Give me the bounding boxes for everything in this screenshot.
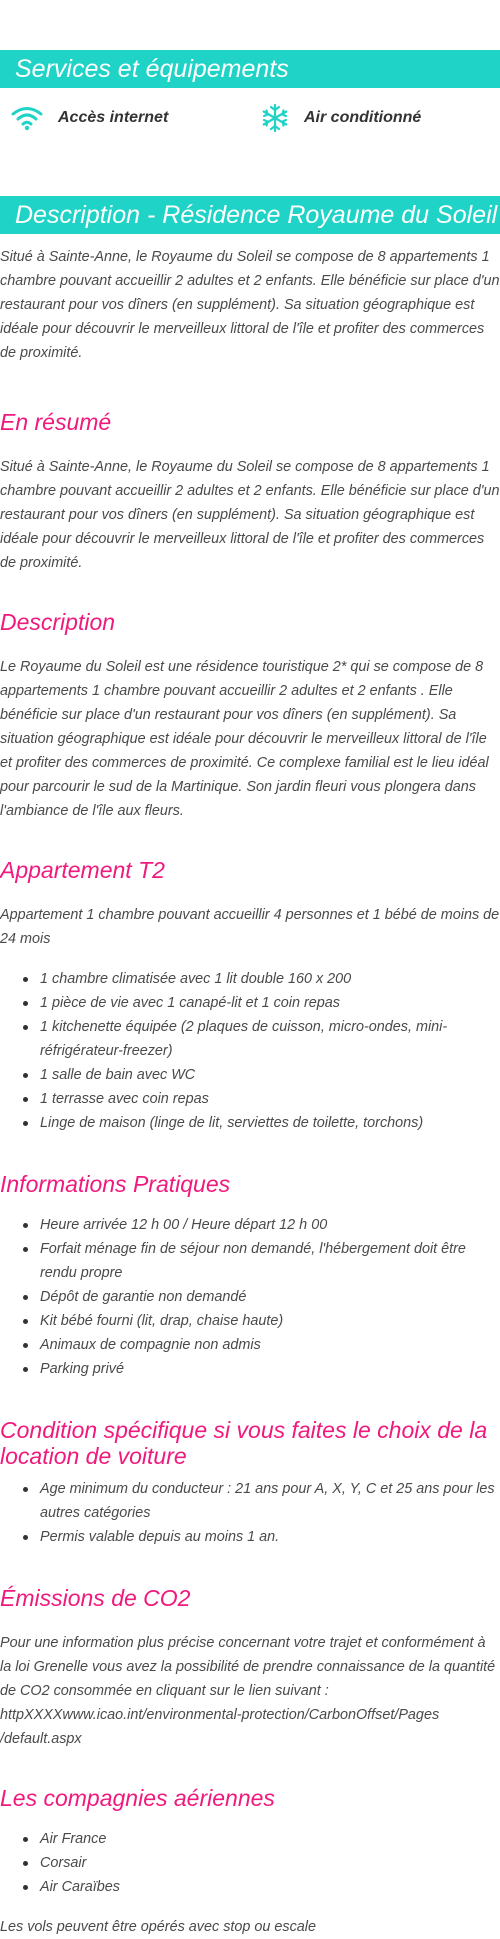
practical-list (0, 1213, 500, 1381)
intro-text: Situé à Sainte-Anne, le Royaume du Soleil se compose de 8 appartements 1 chambre pouvant accueillir 2 adultes et 2 enfants. Elle bénéficie sur place d'un restaurant pour vos dîners (en supplément). Sa situation géographique est idéale pour découvrir le merveilleux littoral de l'île et profiter des commerces de proximité. (0, 249, 500, 361)
wifi-icon (10, 105, 44, 131)
co2-heading: Émissions de CO2 (0, 1585, 191, 1611)
amenity-aircon (260, 103, 421, 133)
apartment-list (0, 967, 500, 1135)
list-item: Dépôt de garantie non demandé (40, 1285, 500, 1309)
description-banner-title: Description - Résidence Royaume du Soleil (15, 201, 498, 229)
car-list (0, 1477, 500, 1549)
description-banner (0, 196, 500, 234)
amenity-internet-label: Accès internet (58, 109, 169, 126)
snowflake-icon (260, 103, 290, 133)
amenity-internet (0, 105, 260, 131)
list-item: 1 terrasse avec coin repas (40, 1087, 500, 1111)
list-item: Kit bébé fourni (lit, drap, chaise haute) (40, 1309, 500, 1333)
list-item: Heure arrivée 12 h 00 / Heure départ 12 h 00 (40, 1213, 500, 1237)
services-banner (0, 50, 500, 88)
list-item: Animaux de compagnie non admis (40, 1333, 500, 1357)
apartment-heading: Appartement T2 (0, 857, 165, 883)
airlines-list (0, 1827, 500, 1899)
airlines-note: Les vols peuvent être opérés avec stop ou escale (0, 1919, 316, 1935)
amenity-aircon-label: Air conditionné (304, 109, 422, 126)
list-item: 1 kitchenette équipée (2 plaques de cuisson, micro-ondes, mini-réfrigérateur-freezer) (40, 1015, 500, 1063)
summary-text: Situé à Sainte-Anne, le Royaume du Soleil se compose de 8 appartements 1 chambre pouvant accueillir 2 adultes et 2 enfants. Elle bénéficie sur place d'un restaurant pour vos dîners (en supplément). Sa situation géographique est idéale pour découvrir le merveilleux littoral de l'île et profiter des commerces de proximité. (0, 459, 500, 571)
amenities-row (0, 88, 500, 148)
list-item: Air France (40, 1827, 500, 1851)
content (0, 245, 500, 1939)
services-title: Services et équipements (15, 55, 289, 83)
car-heading: Condition spécifique si vous faites le choix de la location de voiture (0, 1417, 488, 1469)
list-item: Forfait ménage fin de séjour non demandé, l'hébergement doit être rendu propre (40, 1237, 500, 1285)
apartment-text: Appartement 1 chambre pouvant accueillir 4 personnes et 1 bébé de moins de 24 mois (0, 907, 500, 947)
list-item: Air Caraïbes (40, 1875, 500, 1899)
co2-text: Pour une information plus précise concernant votre trajet et conformément à la loi Grenelle vous avez la possibilité de prendre connaissance de la quantité de CO2 consommée en cliquant sur le lien suivant : httpXXXXwww.icao.int/environmental-protection/CarbonOffset/Pages /default.aspx (0, 1635, 496, 1747)
practical-heading: Informations Pratiques (0, 1171, 231, 1197)
list-item: 1 salle de bain avec WC (40, 1063, 500, 1087)
summary-heading: En résumé (0, 409, 112, 435)
list-item: Corsair (40, 1851, 500, 1875)
description-heading: Description (0, 609, 116, 635)
list-item: Age minimum du conducteur : 21 ans pour A, X, Y, C et 25 ans pour les autres catégories (40, 1477, 500, 1525)
list-item: Linge de maison (linge de lit, serviettes de toilette, torchons) (40, 1111, 500, 1135)
description-text: Le Royaume du Soleil est une résidence touristique 2* qui se compose de 8 appartements 1 chambre pouvant accueillir 2 adultes et 2 enfants . Elle bénéficie sur place d'un restaurant pour vos dîners (en supplément). Sa situation géographique est idéale pour découvrir le merveilleux littoral de l'île et profiter des commerces de proximité. Ce complexe familial est le lieu idéal pour parcourir le sud de la Martinique. Son jardin fleuri vous plongera dans l'ambiance de l'île aux fleurs. (0, 659, 489, 819)
list-item: 1 chambre climatisée avec 1 lit double 160 x 200 (40, 967, 500, 991)
airlines-heading: Les compagnies aériennes (0, 1785, 275, 1811)
list-item: Permis valable depuis au moins 1 an. (40, 1525, 500, 1549)
list-item: Parking privé (40, 1357, 500, 1381)
list-item: 1 pièce de vie avec 1 canapé-lit et 1 coin repas (40, 991, 500, 1015)
